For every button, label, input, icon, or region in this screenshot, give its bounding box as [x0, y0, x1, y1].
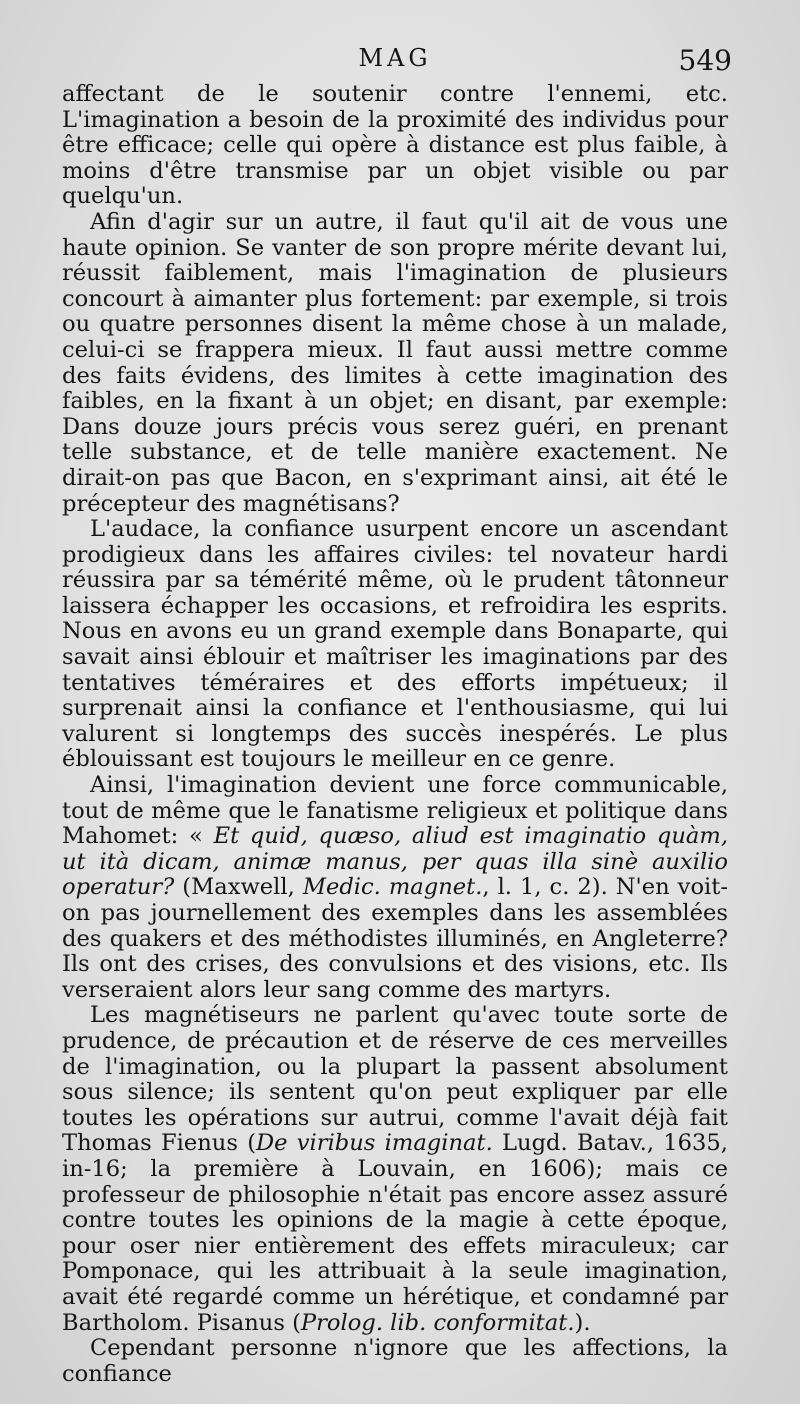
paragraph-4-text-c: , l. 1, c. 2). N'en voit-on pas journellement des exemples dans les assemblées des quakers et des méthodistes illuminés, en Angleterre? Ils ont des crises, des convulsions et des visions, etc. Ils verseraient alors leur sang comme des martyrs.	[62, 874, 728, 1003]
latin-quotation: Et quid, quæso, aliud est imaginatio quàm, ut ità dicam, animæ manus, per quas illa sinè auxilio operatur?	[62, 823, 728, 901]
paragraph-3: L'audace, la confiance usurpent encore un ascendant prodigieux dans les affaires civiles: tel novateur hardi réussira par sa témérité même, où le prudent tâtonneur laissera échapper les occasions, et refroidira les esprits. Nous en avons eu un grand exemple dans Bonaparte, qui savait ainsi éblouir et maîtriser les imaginations par des tentatives téméraires et des efforts impétueux; il surprenait ainsi la confiance et l'enthousiasme, qui lui valurent si longtemps des succès inespérés. Le plus éblouissant est toujours le meilleur en ce genre.	[62, 516, 728, 773]
maxwell-reference: Medic. magnet.	[302, 874, 483, 901]
paragraph-5-text-c: ).	[574, 1309, 591, 1336]
paragraph-2: Afin d'agir sur un autre, il faut qu'il ait de vous une haute opinion. Se vanter de son propre mérite devant lui, réussit faiblement, mais l'imagination de plusieurs concourt à aimanter plus fortement: par exemple, si trois ou quatre personnes disent la même chose à un malade, celui-ci se frappera mieux. Il faut aussi mettre comme des faits évidens, des limites à cette imagination des faibles, en la fixant à un objet; en disant, par exemple: Dans douze jours précis vous serez guéri, en prenant telle substance, et de telle manière exactement. Ne dirait-on pas que Bacon, en s'exprimant ainsi, ait été le précepteur des magnétisans?	[62, 208, 728, 517]
page-number: 549	[678, 44, 732, 77]
paragraph-1: affectant de le soutenir contre l'ennemi, etc. L'imagination a besoin de la proximité des individus pour être efficace; celle qui opère à distance est plus faible, à moins d'être transmise par un objet visible ou par quelqu'un.	[62, 81, 728, 210]
running-head	[62, 44, 732, 78]
paragraph-6: Cependant personne n'ignore que les affections, la confiance	[62, 1335, 728, 1387]
pisanus-reference: Prolog. lib. conformitat.	[300, 1309, 575, 1336]
body-text	[62, 82, 728, 1387]
paragraph-4-text-b: (Maxwell,	[182, 874, 295, 901]
paragraph-4	[62, 773, 728, 1003]
paragraph-4-text-a: Ainsi, l'imagination devient une force communicable, tout de même que le fanatisme religieux et politique dans Mahomet: «	[62, 772, 728, 850]
paragraph-5-text-a: Les magnétiseurs ne parlent qu'avec toute sorte de prudence, de précaution et de réserve de ces merveilles de l'imagination, ou la plupart la passent absolument sous silence; ils sentent qu'on peut expliquer par elle toutes les opérations sur autrui, comme l'avait déjà fait Thomas Fienus (	[62, 1002, 728, 1157]
fienus-reference: De viribus imaginat.	[256, 1130, 493, 1157]
paragraph-5-text-b: Lugd. Batav., 1635, in-16; la première à Louvain, en 1606); mais ce professeur de philosophie n'était pas encore assez assuré contre toutes les opinions de la magie à cette époque, pour oser nier entièrement des effets miraculeux; car Pomponace, qui les attribuait à la seule imagination, avait été regardé comme un hérétique, et condamné par Bartholom. Pisanus (	[62, 1130, 728, 1336]
running-title: MAG	[358, 44, 432, 72]
paragraph-5	[62, 1003, 728, 1336]
